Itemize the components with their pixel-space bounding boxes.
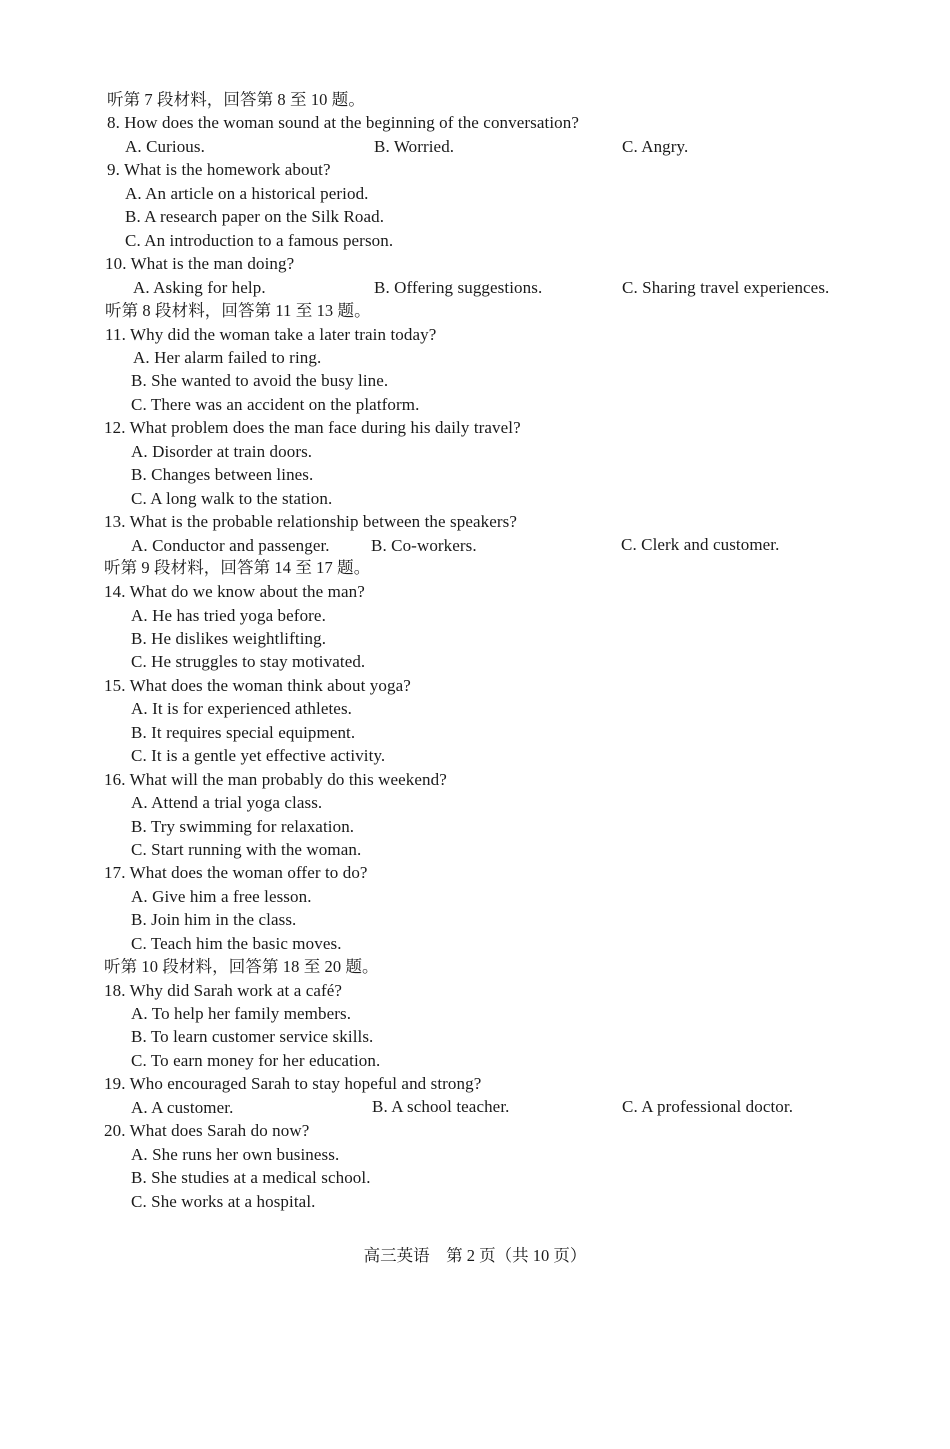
option-a: A. Curious. bbox=[125, 137, 205, 156]
option-a: A. Disorder at train doors. bbox=[131, 442, 313, 461]
section-header: 听第 7 段材料，回答第 8 至 10 题。 bbox=[107, 90, 365, 109]
option-c: C. She works at a hospital. bbox=[131, 1192, 316, 1211]
option-b: B. Co-workers. bbox=[371, 536, 477, 555]
option-a: A. Conductor and passenger. bbox=[131, 536, 330, 555]
option-c: C. A professional doctor. bbox=[622, 1097, 794, 1116]
option-b: B. He dislikes weightlifting. bbox=[131, 629, 327, 648]
option-a: A. It is for experienced athletes. bbox=[131, 699, 353, 718]
option-c: C. A long walk to the station. bbox=[131, 489, 333, 508]
option-b: B. Changes between lines. bbox=[131, 465, 314, 484]
option-a: A. Asking for help. bbox=[133, 278, 266, 297]
question-stem: 11. Why did the woman take a later train today? bbox=[105, 325, 437, 344]
option-a: A. He has tried yoga before. bbox=[131, 606, 326, 625]
question-stem: 9. What is the homework about? bbox=[107, 160, 331, 179]
option-c: C. An introduction to a famous person. bbox=[125, 231, 394, 250]
option-b: B. Worried. bbox=[374, 137, 455, 156]
option-b: B. To learn customer service skills. bbox=[131, 1027, 374, 1046]
section-header: 听第 8 段材料，回答第 11 至 13 题。 bbox=[105, 301, 371, 320]
option-c: C. There was an accident on the platform. bbox=[131, 395, 420, 414]
question-stem: 12. What problem does the man face during his daily travel? bbox=[104, 418, 521, 437]
option-b: B. Join him in the class. bbox=[131, 910, 297, 929]
question-stem: 19. Who encouraged Sarah to stay hopeful and strong? bbox=[104, 1074, 482, 1093]
page-footer: 高三英语 第 2 页（共 10 页） bbox=[363, 1246, 587, 1265]
option-c: C. Start running with the woman. bbox=[131, 840, 362, 859]
question-stem: 14. What do we know about the man? bbox=[104, 582, 365, 601]
option-c: C. To earn money for her education. bbox=[131, 1051, 381, 1070]
question-stem: 18. Why did Sarah work at a café? bbox=[104, 981, 343, 1000]
option-c: C. He struggles to stay motivated. bbox=[131, 652, 366, 671]
question-stem: 16. What will the man probably do this weekend? bbox=[104, 770, 447, 789]
option-a: A. She runs her own business. bbox=[131, 1145, 340, 1164]
option-a: A. Her alarm failed to ring. bbox=[133, 348, 322, 367]
option-b: B. She studies at a medical school. bbox=[131, 1168, 371, 1187]
option-a: A. To help her family members. bbox=[131, 1004, 352, 1023]
option-a: A. An article on a historical period. bbox=[125, 184, 369, 203]
option-c: C. Angry. bbox=[622, 137, 689, 156]
section-header: 听第 10 段材料，回答第 18 至 20 题。 bbox=[104, 957, 379, 976]
question-stem: 13. What is the probable relationship between the speakers? bbox=[104, 512, 517, 531]
option-c: C. Teach him the basic moves. bbox=[131, 934, 342, 953]
question-stem: 10. What is the man doing? bbox=[105, 254, 295, 273]
section-header: 听第 9 段材料，回答第 14 至 17 题。 bbox=[104, 558, 371, 577]
question-stem: 17. What does the woman offer to do? bbox=[104, 863, 368, 882]
option-b: B. Offering suggestions. bbox=[374, 278, 543, 297]
option-c: C. Sharing travel experiences. bbox=[622, 278, 830, 297]
question-stem: 15. What does the woman think about yoga? bbox=[104, 676, 411, 695]
question-stem: 8. How does the woman sound at the beginning of the conversation? bbox=[107, 113, 580, 132]
option-b: B. It requires special equipment. bbox=[131, 723, 356, 742]
option-a: A. Attend a trial yoga class. bbox=[131, 793, 323, 812]
option-c: C. Clerk and customer. bbox=[621, 535, 780, 554]
option-a: A. Give him a free lesson. bbox=[131, 887, 312, 906]
option-b: B. A research paper on the Silk Road. bbox=[125, 207, 385, 226]
option-b: B. Try swimming for relaxation. bbox=[131, 817, 355, 836]
option-c: C. It is a gentle yet effective activity. bbox=[131, 746, 386, 765]
question-stem: 20. What does Sarah do now? bbox=[104, 1121, 310, 1140]
option-b: B. She wanted to avoid the busy line. bbox=[131, 371, 389, 390]
option-a: A. A customer. bbox=[131, 1098, 234, 1117]
option-b: B. A school teacher. bbox=[372, 1097, 510, 1116]
